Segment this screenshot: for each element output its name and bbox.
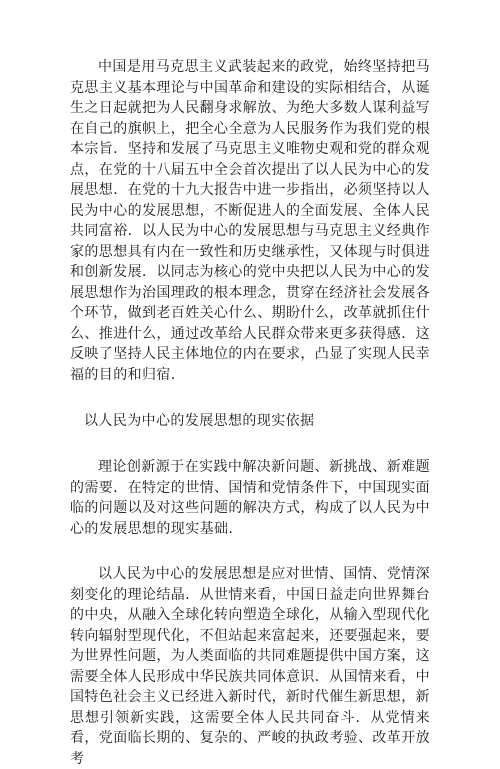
paragraph-conditions: 以人民为中心的发展思想是应对世情、国情、党情深刻变化的理论结晶．从世情来看，中国日益走向世界舞台的中央，从融入全球化转向塑造全球化，从输入型现代化转向辐射型现代化，不但站起来富起来，还要强起来，要为世界性问题，为人类面临的共同难题提供中国方案，这需要全体人民形成中华民族共同体意识．从国情来看，中国特色社会主义已经进入新时代，新时代催生新思想，新思想引领新实践，这需要全体人民共同奋斗．从党情来看，党面临长期的、复杂的、严峻的执政考验、改革开放考 bbox=[70, 566, 430, 767]
document-page bbox=[70, 57, 430, 769]
section-heading: 以人民为中心的发展思想的现实依据 bbox=[84, 413, 315, 429]
paragraph-basis: 理论创新源于在实践中解决新问题、新挑战、新难题的需要．在特定的世情、国情和党情条件下，中国现实面临的问题以及对这些问题的解决方式，构成了以人民为中心的发展思想的现实基础. bbox=[70, 459, 430, 537]
paragraph-intro: 中国是用马克思主义武装起来的政党，始终坚持把马克思主义基本理论与中国革命和建设的实际相结合，从诞生之日起就把为人民翻身求解放、为绝大多数人谋利益写在自己的旗帜上，把全心全意为人民服务作为我们党的根本宗旨．坚持和发展了马克思主义唯物史观和党的群众观点，在党的十八届五中全会首次提出了以人民为中心的发展思想．在党的十九大报告中进一步指出，必须坚持以人民为中心的发展思想，不断促进人的全面发展、全体人民共同富裕．以人民为中心的发展思想与马克思主义经典作家的思想具有内在一致性和历史继承性，又体现与时俱进和创新发展．以同志为核心的党中央把以人民为中心的发展思想作为治国理政的根本理念，贯穿在经济社会发展各个环节，做到老百姓关心什么、期盼什么，改革就抓住什么、推进什么，通过改革给人民群众带来更多获得感．这反映了坚持人民主体地位的内在要求，凸显了实现人民幸福的目的和归宿. bbox=[70, 59, 430, 383]
